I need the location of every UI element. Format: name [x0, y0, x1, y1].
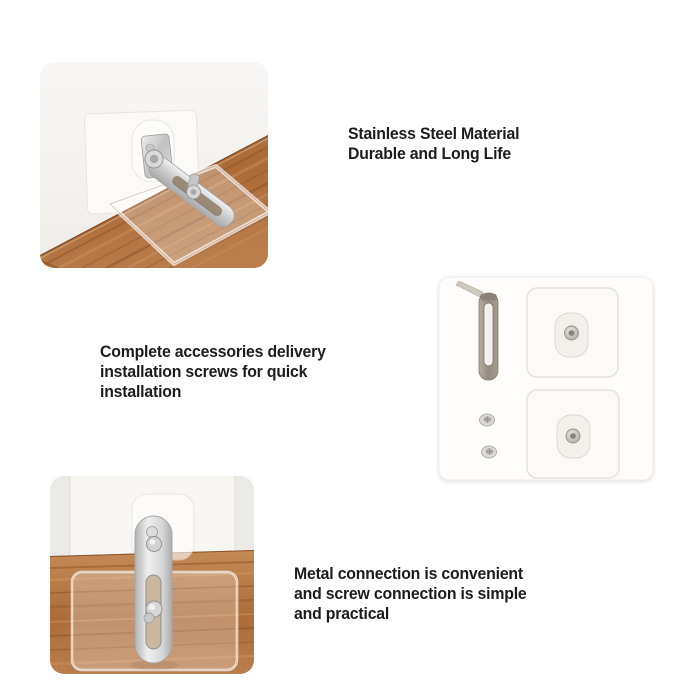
photo-accessory-kit [436, 272, 656, 484]
caption-connection-line3: and practical [294, 604, 390, 623]
photo-bracket-front-view [50, 476, 254, 674]
bracket-side-view-graphic [40, 62, 268, 268]
caption-connection [294, 564, 527, 624]
accessory-kit-graphic [436, 272, 656, 484]
caption-accessories-line2: installation screws for quick [100, 362, 308, 381]
caption-accessories-line1: Complete accessories delivery [100, 342, 326, 361]
kit-screw-1 [480, 414, 495, 426]
kit-adhesive-pad-2 [527, 390, 619, 478]
caption-connection-line1: Metal connection is convenient [294, 564, 523, 583]
steel-bracket [135, 516, 172, 663]
caption-material [348, 124, 519, 164]
caption-material-line2: Durable and Long Life [348, 144, 511, 163]
caption-accessories-line3: installation [100, 382, 182, 401]
photo-bracket-side-view [40, 62, 268, 268]
kit-screw-2 [482, 446, 497, 458]
kit-adhesive-pad-1 [527, 288, 618, 377]
bracket-front-view-graphic [50, 476, 254, 674]
caption-accessories [100, 342, 326, 402]
caption-material-line1: Stainless Steel Material [348, 124, 520, 143]
caption-connection-line2: and screw connection is simple [294, 584, 527, 603]
